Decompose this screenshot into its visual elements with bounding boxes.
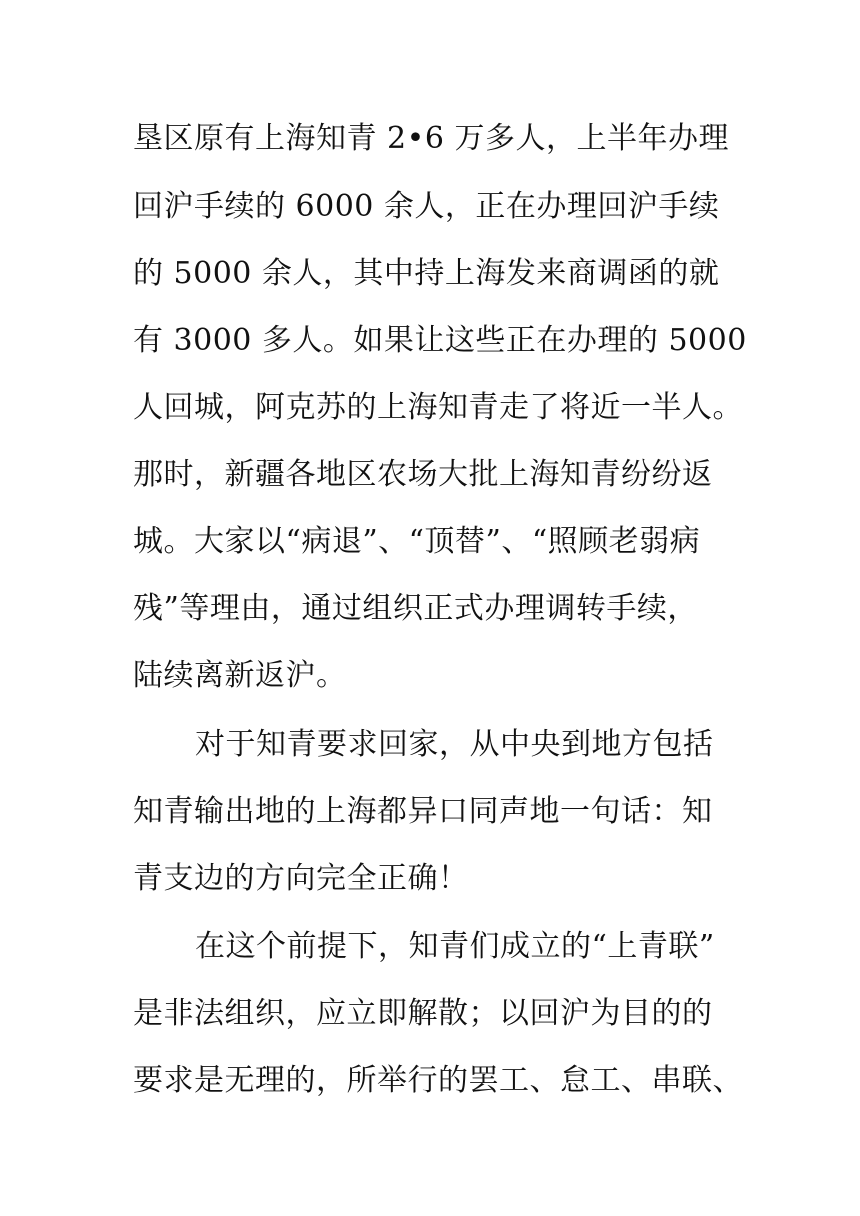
text-line: 青支边的方向完全正确！ — [133, 861, 469, 896]
text-line: 要求是无理的，所举行的罢工、怠工、串联、 — [133, 1063, 743, 1098]
text-line: 回沪手续的 6000 余人，正在办理回沪手续 — [133, 189, 720, 224]
text-line: 垦区原有上海知青 2•6 万多人，上半年办理 — [133, 121, 729, 156]
text-line: 的 5000 余人，其中持上海发来商调函的就 — [133, 256, 720, 291]
text-line: 有 3000 多人。如果让这些正在办理的 5000 — [133, 323, 747, 358]
text-line: 是非法组织，应立即解散；以回沪为目的的 — [133, 996, 713, 1031]
text-line: 在这个前提下，知青们成立的“上青联” — [195, 929, 715, 964]
text-line: 残”等理由，通过组织正式办理调转手续， — [133, 591, 698, 626]
text-line: 人回城，阿克苏的上海知青走了将近一半人。 — [133, 390, 743, 425]
text-line: 对于知青要求回家，从中央到地方包括 — [195, 727, 714, 762]
text-line: 陆续离新返沪。 — [133, 658, 347, 693]
text-line: 知青输出地的上海都异口同声地一句话：知 — [133, 794, 713, 829]
text-line: 城。大家以“病退”、“顶替”、“照顾老弱病 — [133, 524, 701, 559]
text-line: 那时，新疆各地区农场大批上海知青纷纷返 — [133, 457, 713, 492]
